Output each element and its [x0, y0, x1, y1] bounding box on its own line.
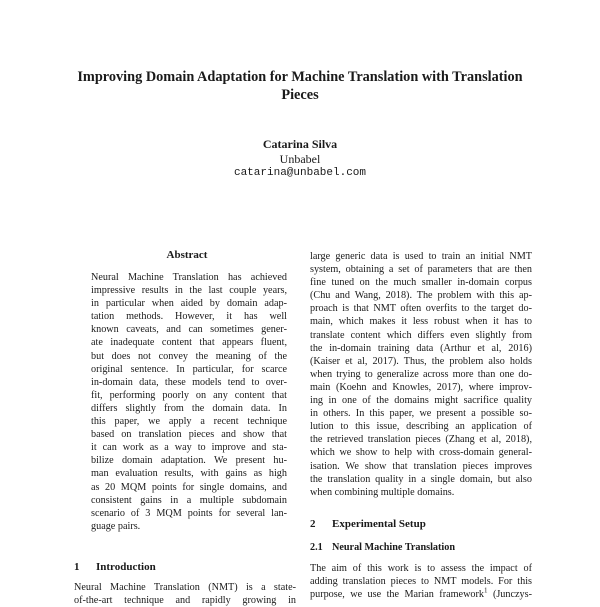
text-fragment: purpose, we use the Marian framework: [310, 589, 485, 601]
text-line: The aim of this work is to assess the impact of: [310, 563, 532, 574]
text-line: this paper, we apply a recent technique: [91, 416, 287, 428]
subsection-title: Neural Machine Translation: [332, 542, 456, 553]
abstract-body: [91, 271, 287, 533]
experimental-setup-heading: [310, 518, 426, 530]
text-line: but does not convey the meaning of the: [91, 350, 287, 362]
text-fragment: (Junczys-: [487, 589, 532, 601]
text-line: man evaluation results, with gains as high: [91, 468, 287, 480]
section-title: Experimental Setup: [332, 518, 426, 530]
text-line: (Chu and Wang, 2018). The problem with this ap-: [310, 290, 532, 302]
text-line: bilize domain adaptation. We present hu-: [91, 455, 287, 467]
text-line: translate content which differs even slightly from: [310, 329, 532, 341]
text-line: Neural Machine Translation has achieved: [91, 272, 287, 283]
text-line: it can work as a way to improve and sta-: [91, 442, 287, 454]
text-line: [310, 588, 532, 601]
nmt-subsection-body: [310, 562, 532, 601]
text-line: fine tuned on the much smaller in-domain corpus: [310, 277, 532, 289]
text-line: in particular when aided by domain adap-: [91, 298, 287, 310]
text-line: the retrieved translation pieces (Zhang et al, 2018),: [310, 434, 532, 446]
paper-title: Improving Domain Adaptation for Machine Translation with Translation Pieces: [77, 69, 523, 103]
footnote-marker: 1: [484, 586, 488, 595]
text-line: main, which makes it less robust when it has to: [310, 316, 532, 328]
nmt-subsection-heading: [310, 542, 455, 553]
author-name: Catarina Silva: [262, 137, 338, 151]
section-title: Introduction: [96, 561, 156, 573]
text-line: system, obtaining a set of parameters that are then: [310, 264, 532, 276]
text-line: proach is that NMT often overfits to the target do-: [310, 303, 532, 315]
text-line: adding translation pieces to NMT models. For this: [310, 576, 532, 588]
right-column-body: [310, 250, 532, 499]
introduction-heading: [74, 561, 156, 573]
text-line: Neural Machine Translation (NMT) is a state-: [74, 582, 296, 593]
text-line: fit, performing poorly on any content that: [91, 389, 287, 401]
text-line: of-the-art technique and rapidly growing in: [74, 595, 296, 607]
text-line: known caveats, and can sometimes gener-: [91, 324, 287, 336]
text-line: based on translation pieces and show that: [91, 429, 287, 441]
text-line: which we show to help with cross-domain general-: [310, 447, 532, 459]
text-line: tation methods. However, it has well: [91, 311, 287, 323]
section-number: 2: [310, 518, 316, 530]
subsection-number: 2.1: [310, 542, 323, 553]
text-line: consistent gains in a multiple subdomain: [91, 494, 287, 506]
text-line: in-domain data, these models tend to over-: [91, 376, 287, 388]
text-line: (Kaiser et al, 2017). Thus, the problem also holds: [310, 355, 532, 367]
text-line: original sentence. In particular, for scarce: [91, 363, 287, 375]
text-line: scenario of 3 MQM points for several lan-: [91, 507, 287, 519]
text-line: isation. We show that translation pieces improves: [310, 460, 532, 472]
text-line: in others. In this paper, we present a possible so-: [310, 408, 532, 420]
text-line: differs slightly from the domain data. In: [91, 402, 287, 414]
text-line: the in-domain training data (Arthur et al, 2016): [310, 342, 532, 354]
text-line: ing in one of the domains might sacrifice quality: [310, 395, 532, 407]
text-line: ate inadequate content that appears fluent,: [91, 337, 287, 349]
text-line: lution to this issue, describing an application of: [310, 421, 532, 433]
text-line: when combining multiple domains.: [310, 486, 455, 498]
text-line: guage pairs.: [91, 520, 141, 532]
text-line: large generic data is used to train an initial NMT: [310, 251, 532, 262]
text-line: impressive results in the last couple years,: [91, 285, 287, 297]
introduction-body: [74, 581, 296, 607]
text-line: when trying to generalize across more than one do-: [310, 368, 532, 380]
abstract-heading: Abstract: [166, 249, 208, 261]
author-affiliation: Unbabel: [279, 152, 321, 166]
text-line: main (Koehn and Knowles, 2017), where improv-: [310, 381, 532, 393]
author-email: catarina@unbabel.com: [233, 167, 367, 179]
text-line: the translation quality in a single domain, but also: [310, 473, 532, 485]
section-number: 1: [74, 561, 80, 573]
text-line: as 20 MQM points for single domains, and: [91, 481, 287, 493]
